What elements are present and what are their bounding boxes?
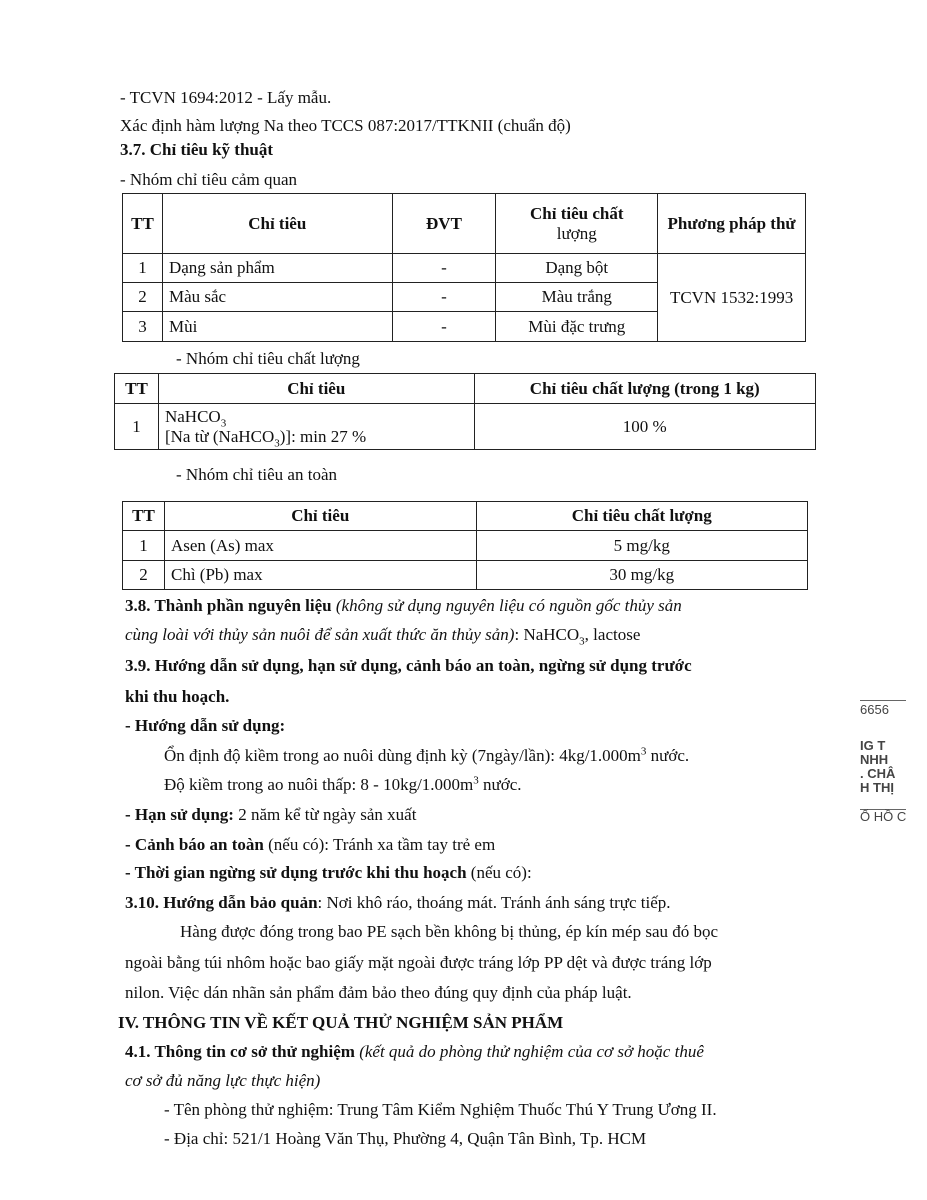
col-name: Chỉ tiêu <box>162 194 392 254</box>
section-4-1-cont: cơ sở đủ năng lực thực hiện) <box>125 1071 321 1090</box>
sensory-group-label: - Nhóm chỉ tiêu cảm quan <box>120 170 298 189</box>
safety-table <box>122 501 808 590</box>
table-cell: 2 <box>123 283 163 312</box>
sensory-table <box>122 193 806 342</box>
lab-address: - Địa chỉ: 521/1 Hoàng Văn Thụ, Phường 4, Quận Tân Bình, Tp. HCM <box>164 1129 647 1148</box>
standard-line: - TCVN 1694:2012 - Lấy mẫu. <box>120 88 332 107</box>
col-unit: ĐVT <box>392 194 496 254</box>
stamp-fragment: 6656 IG T NHH . CHÂ H THỊ Ố HỒ C <box>860 702 907 824</box>
table-cell: 2 <box>123 561 165 590</box>
table-cell: Mùi đặc trưng <box>496 312 658 342</box>
usage-label: - Hướng dẫn sử dụng: <box>125 716 286 735</box>
table-cell: 3 <box>123 312 163 342</box>
method-line: Xác định hàm lượng Na theo TCCS 087:2017/TTKNII (chuẩn độ) <box>120 116 571 135</box>
col-quality: Chỉ tiêu chất lượng <box>496 194 658 254</box>
section-3-7-title: 3.7. Chỉ tiêu kỹ thuật <box>120 140 274 159</box>
quality-table <box>114 373 816 450</box>
col-tt: TT <box>115 374 159 404</box>
section-4-1: 4.1. Thông tin cơ sở thử nghiệm (kết quả do phòng thử nghiệm của cơ sở hoặc thuê <box>125 1042 704 1061</box>
col-tt: TT <box>123 194 163 254</box>
table-cell: 1 <box>115 404 159 450</box>
table-cell: Màu trắng <box>496 283 658 312</box>
shelf-life: - Hạn sử dụng: 2 năm kể từ ngày sản xuất <box>125 805 417 824</box>
table-cell: - <box>392 254 496 283</box>
section-3-9-title-cont: khi thu hoạch. <box>125 687 230 706</box>
method-cell: TCVN 1532:1993 <box>658 254 806 342</box>
table-cell: 30 mg/kg <box>476 561 808 590</box>
table-cell: Màu sắc <box>162 283 392 312</box>
table-cell: - <box>392 312 496 342</box>
storage-paragraph-2: ngoài bằng túi nhôm hoặc bao giấy mặt ngoài được tráng lớp PP dệt và được tráng lớp <box>125 953 712 972</box>
safety-warning: - Cảnh báo an toàn (nếu có): Tránh xa tầm tay trẻ em <box>125 835 496 854</box>
withdrawal-time: - Thời gian ngừng sử dụng trước khi thu hoạch (nếu có): <box>125 863 532 882</box>
col-quality: Chỉ tiêu chất lượng <box>476 502 808 531</box>
section-3-9-title: 3.9. Hướng dẫn sử dụng, hạn sử dụng, cảnh báo an toàn, ngừng sử dụng trước <box>125 656 692 675</box>
table-cell: Dạng bột <box>496 254 658 283</box>
quality-group-label: - Nhóm chỉ tiêu chất lượng <box>176 349 360 368</box>
table-cell: - <box>392 283 496 312</box>
table-cell: 1 <box>123 531 165 561</box>
table-cell: 1 <box>123 254 163 283</box>
usage-line-2: Độ kiềm trong ao nuôi thấp: $8 - 10kg/1.000m^3$ nước. <box>164 774 522 794</box>
lab-name: - Tên phòng thử nghiệm: Trung Tâm Kiểm Nghiệm Thuốc Thú Y Trung Ương II. <box>164 1100 717 1119</box>
table-cell: NaHCO$_3$ [Na từ (NaHCO$_3$)]: min 27 % <box>158 404 474 450</box>
table-cell: Asen (As) max <box>164 531 476 561</box>
col-tt: TT <box>123 502 165 531</box>
table-cell: Dạng sản phẩm <box>162 254 392 283</box>
col-quality: Chỉ tiêu chất lượng (trong 1 kg) <box>474 374 815 404</box>
table-cell: 5 mg/kg <box>476 531 808 561</box>
col-method: Phương pháp thử <box>658 194 806 254</box>
section-3-8-cont: cùng loài với thủy sản nuôi để sản xuất thức ăn thủy sản): NaHCO$_3$, lactose <box>125 625 641 648</box>
table-cell: Mùi <box>162 312 392 342</box>
col-name: Chỉ tiêu <box>158 374 474 404</box>
section-4-title: IV. THÔNG TIN VỀ KẾT QUẢ THỬ NGHIỆM SẢN PHẨM <box>118 1013 564 1032</box>
section-3-10: 3.10. Hướng dẫn bảo quản: Nơi khô ráo, thoáng mát. Tránh ánh sáng trực tiếp. <box>125 893 671 912</box>
usage-line-1: Ổn định độ kiềm trong ao nuôi dùng định kỳ (7ngày/lần): $4kg/1.000m^3$ nước. <box>164 745 690 765</box>
storage-paragraph-1: Hàng được đóng trong bao PE sạch bền không bị thủng, ép kín mép sau đó bọc <box>180 922 719 941</box>
table-cell: Chì (Pb) max <box>164 561 476 590</box>
col-name: Chỉ tiêu <box>164 502 476 531</box>
storage-paragraph-3: nilon. Việc dán nhãn sản phẩm đảm bảo theo đúng quy định của pháp luật. <box>125 983 632 1002</box>
safety-group-label: - Nhóm chỉ tiêu an toàn <box>176 465 337 484</box>
section-3-8: 3.8. Thành phần nguyên liệu (không sử dụng nguyên liệu có nguồn gốc thủy sản <box>125 596 682 615</box>
table-cell: 100 % <box>474 404 815 450</box>
